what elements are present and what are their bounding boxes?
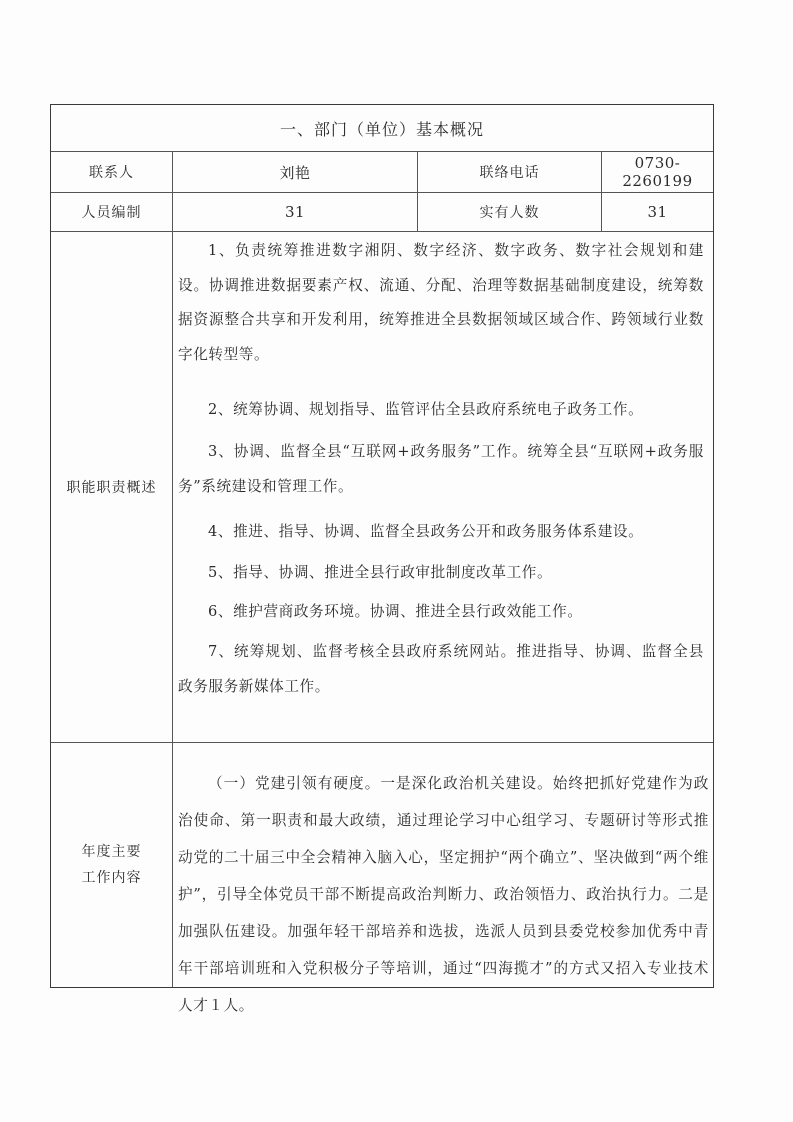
duty-item: 5、指导、协调、推进全县行政审批制度改革工作。 [208, 564, 553, 581]
staff-quota-label: 人员编制 [81, 205, 142, 221]
duties-label: 职能职责概述 [66, 480, 157, 496]
duty-item: 1、负责统筹推进数字湘阴、数字经济、数字政务、数字社会规划和建设。协调推进数据要素产权、流通、分配、治理等数据基础制度建设，统筹数据资源整合共享和开发利用，统筹推进全县数据领域区域合作、跨领域行业数字化转型等。 [178, 242, 704, 363]
staff-actual-value: 31 [647, 203, 668, 221]
duty-item: 2、统筹协调、规划指导、监管评估全县政府系统电子政务工作。 [208, 401, 644, 418]
duty-item: 6、维护营商政务环境。协调、推进全县行政效能工作。 [208, 603, 583, 620]
duty-item: 7、统筹规划、监督考核全县政府系统网站。推进指导、协调、监督全县政务服务新媒体工作。 [178, 643, 704, 695]
overview-table [50, 104, 714, 1014]
annual-work-text: （一）党建引领有硬度。一是深化政治机关建设。始终把抓好党建作为政治使命、第一职责和最大政绩，通过理论学习中心组学习、专题研讨等形式推动党的二十届三中全会精神入脑入心，坚定拥护“两个确立”、坚决做到“两个维护”，引导全体党员干部不断提高政治判断力、政治领悟力、政治执行力。二是加强队伍建设。加强年轻干部培养和选拔，选派人员到县委党校参加优秀中青年干部培训班和入党积极分子等培训，通过“四海揽才”的方式又招入专业技术人才１人。 [178, 775, 709, 1014]
phone-value: 0730-2260199 [622, 154, 693, 190]
contact-value: 刘艳 [279, 163, 311, 182]
section-title: 一、部门（单位）基本概况 [279, 119, 484, 139]
duty-item: 3、协调、监督全县“互联网+政务服务”工作。统筹全县“互联网+政务服务”系统建设和管理工作。 [178, 443, 704, 495]
phone-label: 联络电话 [479, 165, 540, 181]
annual-work-label [51, 743, 172, 987]
annual-work-label-line2: 工作内容 [81, 870, 142, 886]
duty-item: 4、推进、指导、协调、监督全县政务公开和政务服务体系建设。 [208, 523, 644, 540]
column-divider [172, 151, 173, 987]
staff-actual-label: 实有人数 [479, 205, 540, 221]
annual-work-label-line1: 年度主要 [81, 844, 142, 860]
contact-label: 联系人 [89, 165, 134, 181]
staff-quota-value: 31 [284, 203, 306, 221]
